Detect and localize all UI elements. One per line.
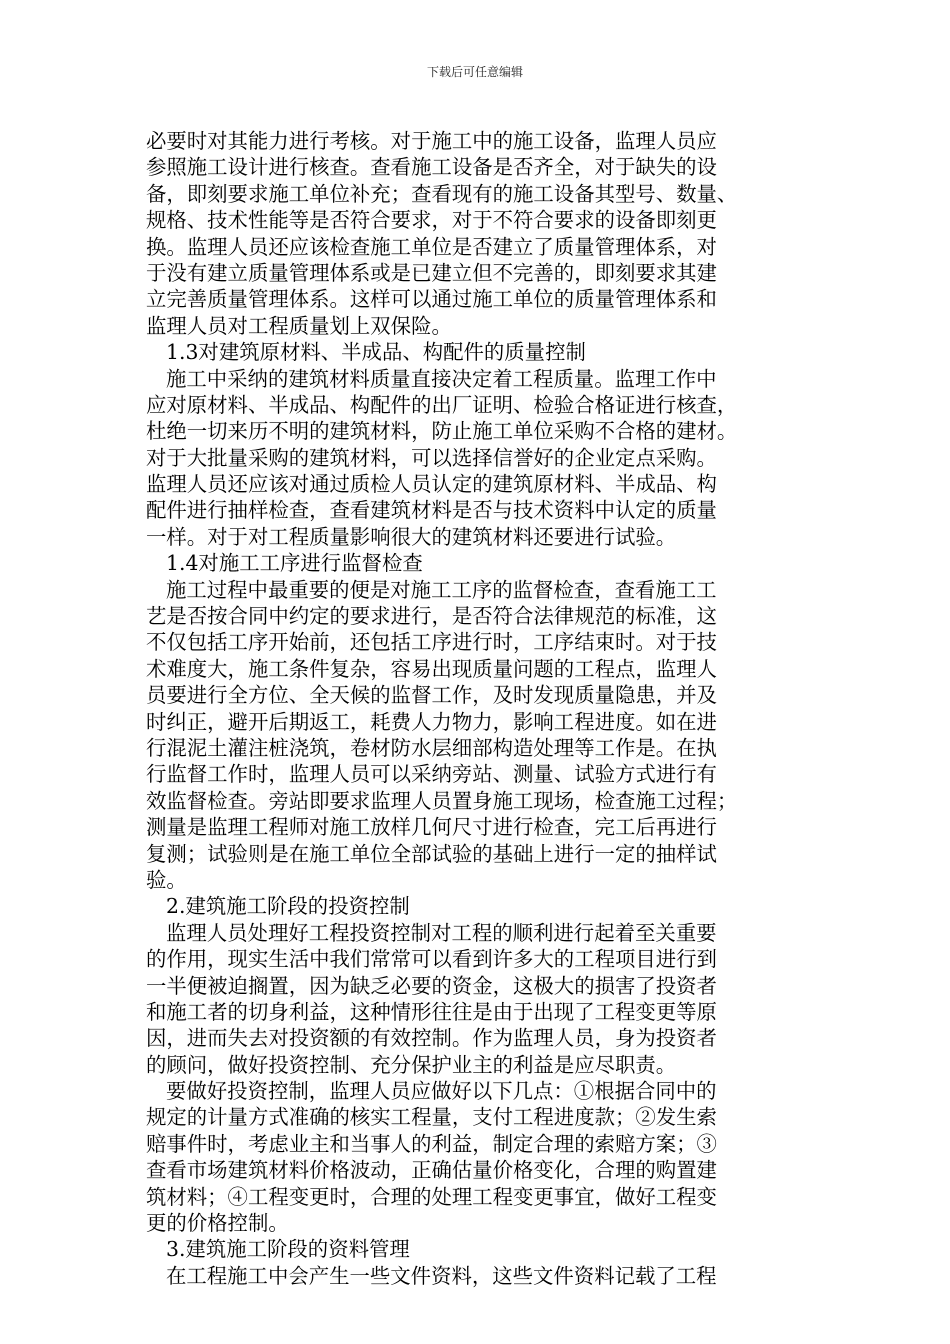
paragraph-line: 不仅包括工序开始前，还包括工序进行时，工序结束时。对于技 [146, 630, 717, 655]
paragraph-line: 查看市场建筑材料价格波动，正确估量价格变化，合理的购置建 [146, 1158, 717, 1183]
paragraph-line: 行监督工作时，监理人员可以采纳旁站、测量、试验方式进行有 [146, 762, 717, 787]
paragraph-line: 和施工者的切身利益，这种情形往往是由于出现了工程变更等原 [146, 999, 717, 1024]
paragraph-line: 效监督检查。旁站即要求监理人员置身施工现场，检查施工过程； [146, 788, 738, 813]
paragraph-line: 应对原材料、半成品、构配件的出厂证明、检验合格证进行核查， [146, 392, 738, 417]
paragraph-line: 的顾问，做好投资控制、充分保护业主的利益是应尽职责。 [146, 1052, 677, 1077]
paragraph-line: 一样。对于对工程质量影响很大的建筑材料还要进行试验。 [146, 524, 677, 549]
paragraph-line: 换。监理人员还应该检查施工单位是否建立了质量管理体系，对 [146, 234, 717, 259]
paragraph-line: 艺是否按合同中约定的要求进行，是否符合法律规范的标准，这 [146, 604, 717, 629]
paragraph-line: 对于大批量采购的建筑材料，可以选择信誉好的企业定点采购。 [146, 445, 717, 470]
paragraph-line: 施工中采纳的建筑材料质量直接决定着工程质量。监理工作中 [166, 366, 717, 391]
section-heading: 1.3对建筑原材料、半成品、构配件的质量控制 [166, 340, 586, 365]
paragraph-line: 监理人员处理好工程投资控制对工程的顺利进行起着至关重要 [166, 920, 717, 945]
paragraph-line: 配件进行抽样检查，查看建筑材料是否与技术资料中认定的质量 [146, 498, 717, 523]
paragraph-line: 必要时对其能力进行考核。对于施工中的施工设备，监理人员应 [146, 129, 717, 153]
paragraph-line: 筑材料；④工程变更时，合理的处理工程变更事宜，做好工程变 [146, 1184, 717, 1209]
paragraph-line: 在工程施工中会产生一些文件资料，这些文件资料记载了工程 [166, 1263, 717, 1288]
paragraph-line: 规格、技术性能等是否符合要求，对于不符合要求的设备即刻更 [146, 208, 717, 233]
paragraph-line: 赔事件时，考虑业主和当事人的利益，制定合理的索赔方案；③ [146, 1131, 717, 1156]
paragraph-line: 参照施工设计进行核查。查看施工设备是否齐全，对于缺失的设 [146, 155, 717, 180]
paragraph-line: 规定的计量方式准确的核实工程量，支付工程进度款；②发生索 [146, 1105, 717, 1130]
paragraph-line: 因，进而失去对投资额的有效控制。作为监理人员，身为投资者 [146, 1026, 717, 1051]
paragraph-line: 监理人员对工程质量划上双保险。 [146, 313, 452, 338]
paragraph-line: 监理人员还应该对通过质检人员认定的建筑原材料、半成品、构 [146, 472, 717, 497]
paragraph-line: 复测；试验则是在施工单位全部试验的基础上进行一定的抽样试 [146, 841, 717, 866]
paragraph-line: 术难度大，施工条件复杂，容易出现质量问题的工程点，监理人 [146, 656, 717, 681]
paragraph-line: 行混泥土灌注桩浇筑，卷材防水层细部构造处理等工作是。在执 [146, 735, 717, 760]
section-heading: 3.建筑施工阶段的资料管理 [166, 1237, 410, 1262]
paragraph-line: 立完善质量管理体系。这样可以通过施工单位的质量管理体系和 [146, 287, 717, 312]
paragraph-line: 备，即刻要求施工单位补充；查看现有的施工设备其型号、数量、 [146, 181, 738, 206]
section-heading: 1.4对施工工序进行监督检查 [166, 551, 423, 576]
paragraph-line: 验。 [146, 867, 187, 892]
paragraph-line: 更的价格控制。 [146, 1211, 289, 1236]
paragraph-line: 测量是监理工程师对施工放样几何尺寸进行检查，完工后再进行 [146, 815, 717, 840]
paragraph-line: 于没有建立质量管理体系或是已建立但不完善的，即刻要求其建 [146, 260, 717, 285]
section-heading: 2.建筑施工阶段的投资控制 [166, 894, 410, 919]
paragraph-line: 时纠正，避开后期返工，耗费人力物力，影响工程进度。如在进 [146, 709, 717, 734]
document-body [146, 128, 776, 1289]
paragraph-line: 要做好投资控制，监理人员应做好以下几点：①根据合同中的 [166, 1079, 717, 1104]
paragraph-line: 杜绝一切来历不明的建筑材料，防止施工单位采购不合格的建材。 [146, 419, 738, 444]
paragraph-line: 一半便被迫搁置，因为缺乏必要的资金，这极大的损害了投资者 [146, 973, 717, 998]
paragraph-line: 的作用，现实生活中我们常常可以看到许多大的工程项目进行到 [146, 947, 717, 972]
paragraph-line: 施工过程中最重要的便是对施工工序的监督检查，查看施工工 [166, 577, 717, 602]
paragraph-line: 员要进行全方位、全天候的监督工作，及时发现质量隐患，并及 [146, 683, 717, 708]
page-header-note: 下载后可任意编辑 [426, 65, 523, 79]
